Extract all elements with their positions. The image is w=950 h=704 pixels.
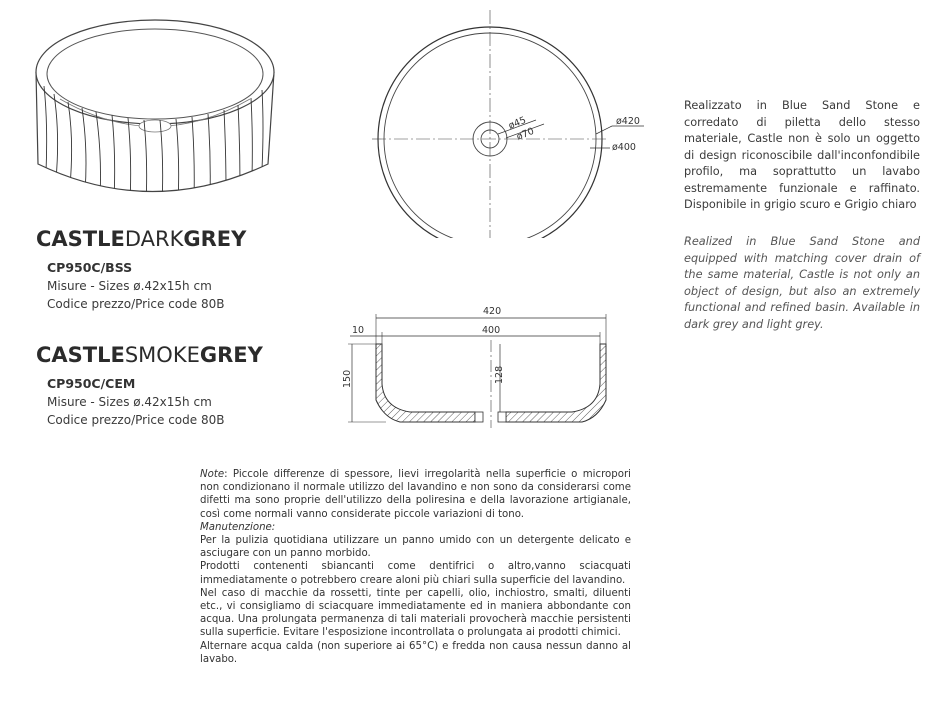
product-title-smoke-grey bbox=[36, 343, 263, 367]
product-code: CP950C/CEM bbox=[47, 376, 136, 391]
product-sizes: Misure - Sizes ø.42x15h cm bbox=[47, 395, 212, 409]
dim-400: 400 bbox=[482, 325, 501, 336]
product-title-dark-grey bbox=[36, 227, 246, 251]
dim-d45: ø45 bbox=[507, 114, 528, 132]
dim-d400: ø400 bbox=[612, 142, 636, 153]
top-view-drawing bbox=[372, 8, 657, 238]
description-italian: Realizzato in Blue Sand Stone e corredato di piletta dello stesso materiale, Castle non è solo un oggetto di design riconoscibile dall'inconfondibile profilo, ma soprattutto un lavabo estremamente funzionale e raffinato. Disponibile in grigio scuro e Grigio chiaro bbox=[684, 99, 920, 211]
note-intro-text: : Piccole differenze di spessore, lievi irregolarità nella superficie o micropori non condizionano il normale utilizzo del lavandino e non sono da considerarsi come difetti ma sono proprie dell'utilizzo della poliresina e della lavorazione artigianale, così come normali vanno considerate piccole variazioni di tono. bbox=[200, 469, 631, 520]
note-block bbox=[200, 468, 631, 666]
description-english: Realized in Blue Sand Stone and equipped with matching cover drain of the same material, Castle is not only an object of design, but also an extremely functional and refined basin. Available in dark grey and light grey. bbox=[684, 235, 920, 331]
title-bold-part: CASTLE bbox=[36, 343, 125, 367]
title-bold-part: GREY bbox=[199, 343, 263, 367]
note-paragraph: Per la pulizia quotidiana utilizzare un panno umido con un detergente delicato e asciugare con un panno morbido. bbox=[200, 535, 631, 560]
title-light-part: DARK bbox=[124, 227, 184, 251]
dim-d70: ø70 bbox=[515, 125, 536, 143]
note-paragraph: Prodotti contenenti sbiancanti come dentifrici o altro,vanno sciacquati immediatamente o potrebbero creare aloni più chiari sulla superficie del lavandino. bbox=[200, 561, 631, 586]
note-intro bbox=[200, 468, 631, 521]
dim-150: 150 bbox=[342, 369, 353, 388]
product-price-code: Codice prezzo/Price code 80B bbox=[47, 297, 225, 311]
dim-10: 10 bbox=[352, 325, 365, 336]
basin-perspective-drawing bbox=[30, 14, 285, 224]
note-label: Note bbox=[200, 469, 225, 480]
product-code: CP950C/BSS bbox=[47, 260, 133, 275]
section-view-drawing bbox=[340, 300, 620, 435]
title-bold-part: CASTLE bbox=[36, 227, 125, 251]
note-paragraph: Alternare acqua calda (non superiore ai 65°C) e fredda non causa nessun danno al lavabo. bbox=[200, 640, 631, 665]
product-price-code: Codice prezzo/Price code 80B bbox=[47, 413, 225, 427]
title-bold-part: GREY bbox=[183, 227, 247, 251]
dim-d420: ø420 bbox=[616, 116, 640, 127]
maintenance-label: Manutenzione: bbox=[200, 521, 276, 533]
title-light-part: SMOKE bbox=[124, 343, 200, 367]
note-paragraph: Nel caso di macchie da rossetti, tinte per capelli, olio, inchiostro, smalti, diluenti etc., vi consigliamo di sciacquare immediatamente ed in maniera abbondante con acqua. Una prolungata permanenza di tali materiali provocherà macchie persistenti sulla superficie. Evitare l'esposizione incontrollata o prolungata ai prodotti chimici. bbox=[200, 587, 631, 639]
dim-420: 420 bbox=[483, 306, 502, 317]
dim-128: 128 bbox=[494, 365, 505, 384]
product-sizes: Misure - Sizes ø.42x15h cm bbox=[47, 279, 212, 293]
